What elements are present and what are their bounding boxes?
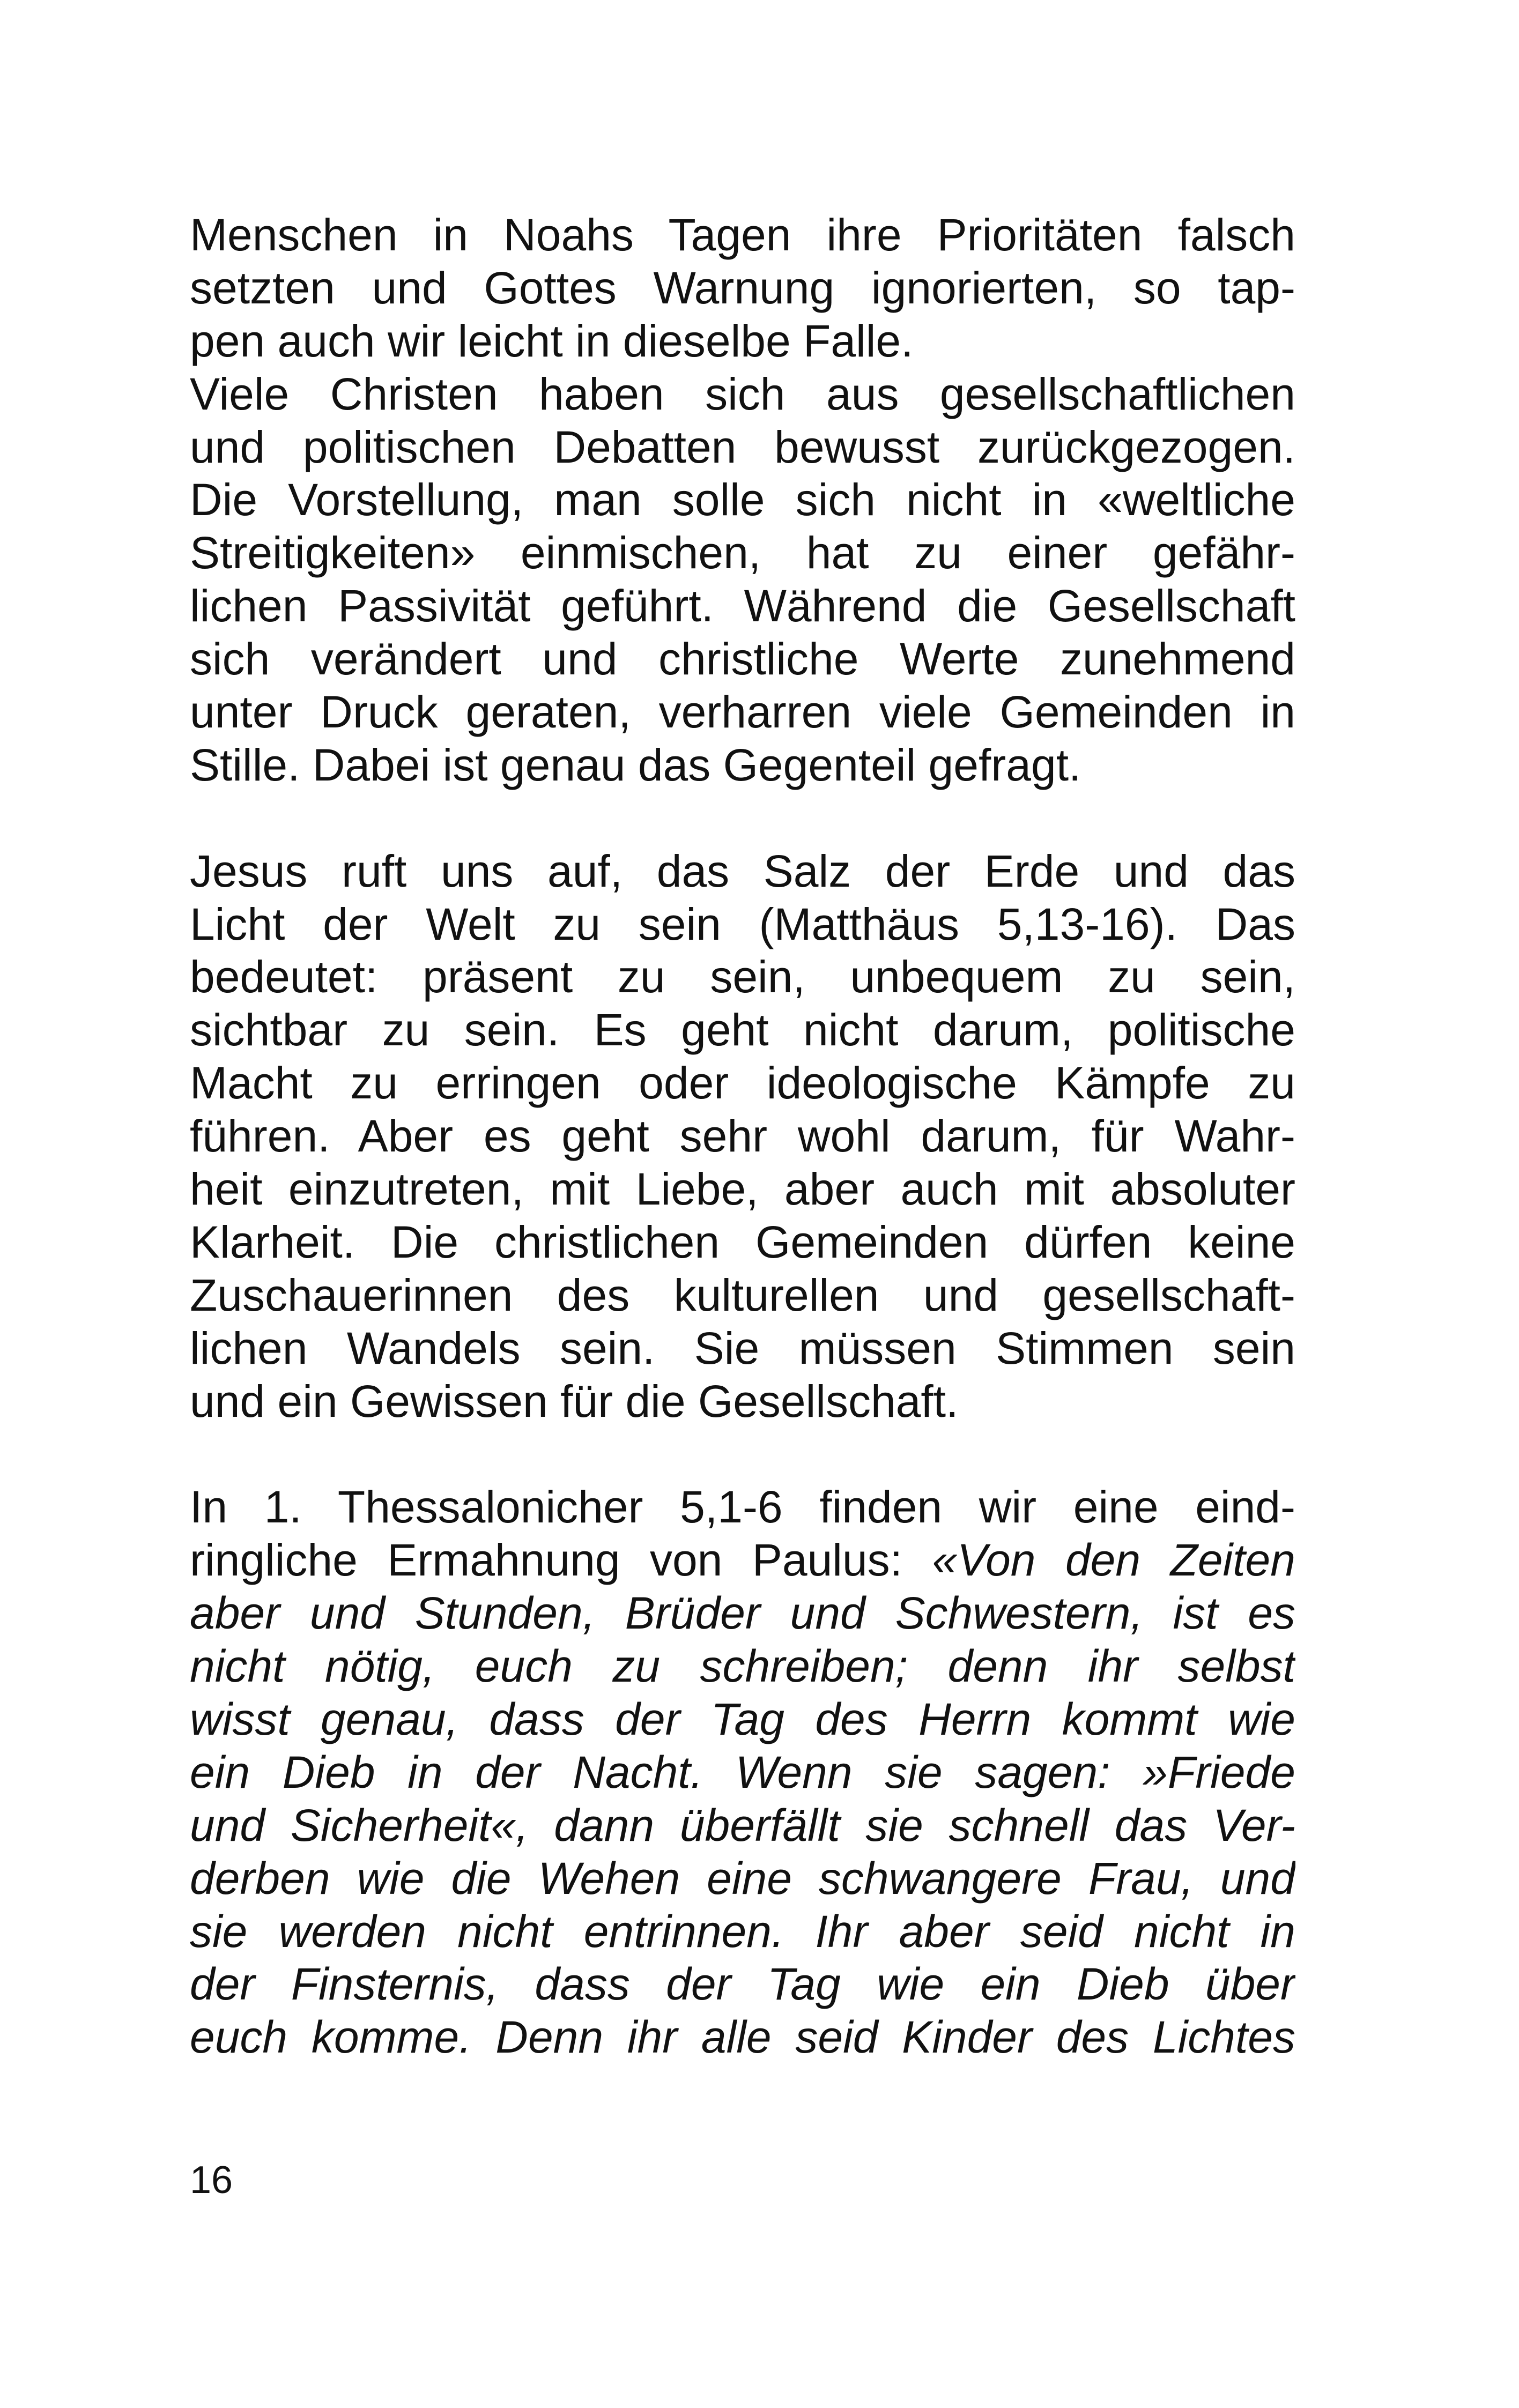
text-line: Viele Christen haben sich aus gesellschaftlichen — [190, 368, 1295, 419]
quote-line: sie werden nicht entrinnen. Ihr aber seid nicht in — [190, 1906, 1295, 1957]
quote-line: nicht nötig, euch zu schreiben; denn ihr selbst — [190, 1641, 1295, 1692]
paragraph-3 — [190, 845, 1295, 1428]
text-line: unter Druck geraten, verharren viele Gemeinden in — [190, 687, 1295, 738]
text-line: lichen Passivität geführt. Während die Gesellschaft — [190, 581, 1295, 631]
text-line: pen auch wir leicht in dieselbe Falle. — [190, 315, 914, 366]
text-line: In 1. Thessalonicher 5,1-6 finden wir eine eind- — [190, 1482, 1295, 1533]
text-run-plain: ringliche Ermahnung von Paulus: — [190, 1535, 932, 1586]
quote-line: wisst genau, dass der Tag des Herrn kommt wie — [190, 1693, 1295, 1744]
text-line: Licht der Welt zu sein (Matthäus 5,13-16). Das — [190, 898, 1295, 949]
paragraph-gap — [190, 792, 1295, 845]
text-line-mixed — [190, 1534, 1295, 1587]
text-line: Klarheit. Die christlichen Gemeinden dürfen keine — [190, 1216, 1295, 1267]
text-line: sichtbar zu sein. Es geht nicht darum, politische — [190, 1005, 1295, 1056]
quote-line: aber und Stunden, Brüder und Schwestern, ist es — [190, 1588, 1295, 1639]
paragraph-gap — [190, 1428, 1295, 1481]
quote-line: ein Dieb in der Nacht. Wenn sie sagen: »Friede — [190, 1746, 1295, 1797]
text-line: bedeutet: präsent zu sein, unbequem zu sein, — [190, 952, 1295, 1002]
page-number: 16 — [190, 2159, 233, 2202]
text-line: setzten und Gottes Warnung ignorierten, so tap- — [190, 262, 1295, 313]
paragraph-2 — [190, 368, 1295, 792]
text-line: Jesus ruft uns auf, das Salz der Erde und das — [190, 845, 1295, 896]
text-line: und ein Gewissen für die Gesellschaft. — [190, 1376, 959, 1426]
quote-line: euch komme. Denn ihr alle seid Kinder des Lichtes — [190, 2012, 1295, 2063]
text-line: Streitigkeiten» einmischen, hat zu einer gefähr- — [190, 527, 1295, 578]
text-line: Zuschauerinnen des kulturellen und gesellschaft- — [190, 1269, 1295, 1320]
paragraph-1 — [190, 209, 1295, 368]
text-line: heit einzutreten, mit Liebe, aber auch mit absoluter — [190, 1164, 1295, 1215]
text-line: lichen Wandels sein. Sie müssen Stimmen sein — [190, 1322, 1295, 1373]
quote-line: der Finsternis, dass der Tag wie ein Dieb über — [190, 1959, 1295, 2010]
text-line: führen. Aber es geht sehr wohl darum, für Wahr- — [190, 1111, 1295, 1162]
text-line: sich verändert und christliche Werte zunehmend — [190, 634, 1295, 685]
text-line: Macht zu erringen oder ideologische Kämpfe zu — [190, 1058, 1295, 1109]
paragraph-4 — [190, 1481, 1295, 2064]
quote-line: und Sicherheit«, dann überfällt sie schnell das Ver- — [190, 1800, 1295, 1850]
text-line: und politischen Debatten bewusst zurückgezogen. — [190, 421, 1295, 472]
text-line: Stille. Dabei ist genau das Gegenteil gefragt. — [190, 739, 1081, 790]
quote-line: derben wie die Wehen eine schwangere Frau, und — [190, 1853, 1295, 1904]
text-line: Die Vorstellung, man solle sich nicht in «weltliche — [190, 474, 1295, 525]
text-line: Menschen in Noahs Tagen ihre Prioritäten falsch — [190, 210, 1295, 260]
body-text — [190, 209, 1295, 2064]
quote-opening: «Von den Zeiten — [932, 1535, 1295, 1586]
